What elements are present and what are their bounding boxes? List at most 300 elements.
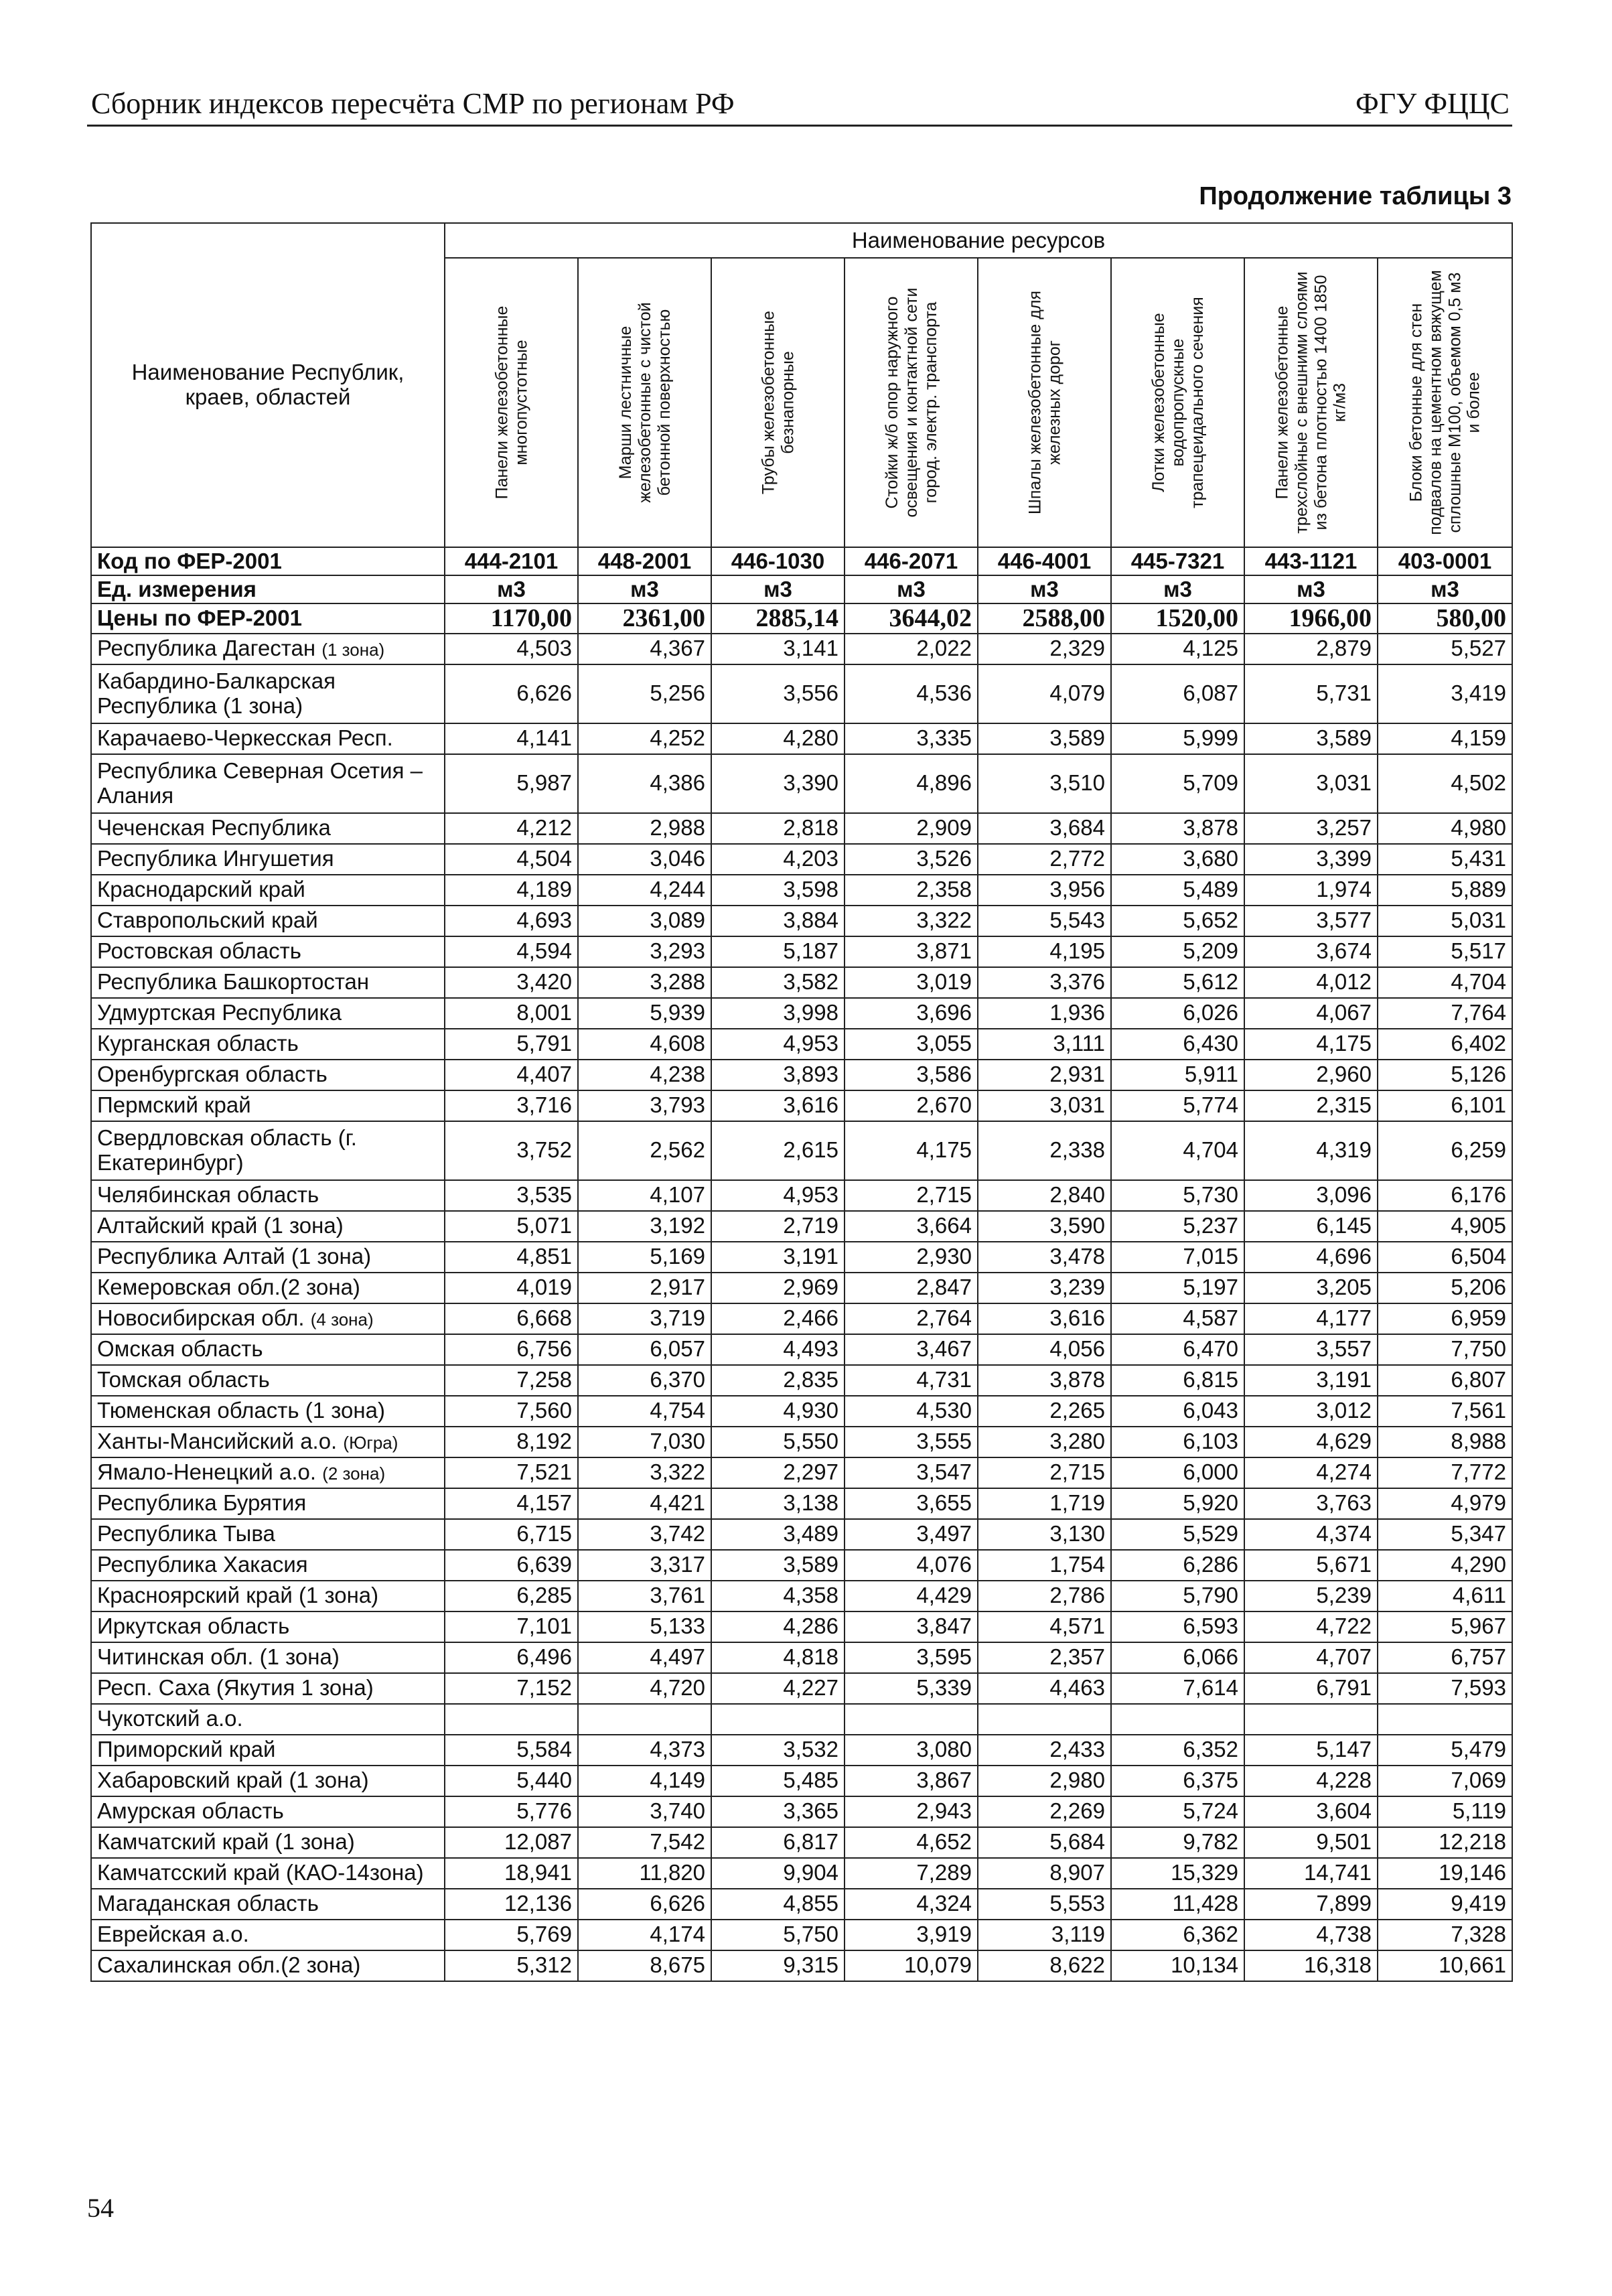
index-value: 3,365 xyxy=(711,1796,845,1827)
region-name: Кемеровская обл.(2 зона) xyxy=(97,1275,360,1300)
index-value: 4,707 xyxy=(1244,1642,1378,1673)
index-value: 3,489 xyxy=(711,1519,845,1550)
table-row xyxy=(91,1735,1512,1766)
index-value: 2,960 xyxy=(1244,1060,1378,1090)
index-value: 4,125 xyxy=(1111,634,1244,664)
index-value: 3,096 xyxy=(1244,1180,1378,1211)
index-value: 3,191 xyxy=(711,1242,845,1273)
index-value: 3,535 xyxy=(445,1180,578,1211)
index-value: 5,920 xyxy=(1111,1488,1244,1519)
table-row xyxy=(91,1827,1512,1858)
index-value: 5,553 xyxy=(978,1889,1111,1920)
region-name-cell xyxy=(91,1920,445,1950)
index-value: 7,614 xyxy=(1111,1673,1244,1704)
region-name-cell xyxy=(91,1827,445,1858)
index-value: 6,375 xyxy=(1111,1766,1244,1796)
index-value: 12,136 xyxy=(445,1889,578,1920)
region-name-cell xyxy=(91,1704,445,1735)
index-value: 4,019 xyxy=(445,1273,578,1303)
index-value: 3,867 xyxy=(845,1766,978,1796)
index-value: 2,943 xyxy=(845,1796,978,1827)
code-row-value: 448-2001 xyxy=(578,547,711,575)
region-name-cell xyxy=(91,967,445,998)
index-value: 2,909 xyxy=(845,813,978,844)
index-value: 4,979 xyxy=(1378,1488,1512,1519)
table-row xyxy=(91,1889,1512,1920)
index-value: 4,280 xyxy=(711,723,845,754)
price-row-value: 1966,00 xyxy=(1244,603,1378,634)
index-value: 8,192 xyxy=(445,1427,578,1457)
index-value: 3,322 xyxy=(845,906,978,936)
region-name: Республика Башкортостан xyxy=(97,969,370,995)
index-value: 3,616 xyxy=(978,1303,1111,1334)
price-row-value: 580,00 xyxy=(1378,603,1512,634)
region-name-cell xyxy=(91,998,445,1029)
index-value: 5,731 xyxy=(1244,664,1378,723)
index-value: 6,362 xyxy=(1111,1920,1244,1950)
price-row-label: Цены по ФЕР-2001 xyxy=(91,603,445,634)
index-value: 2,715 xyxy=(978,1457,1111,1488)
index-value: 4,587 xyxy=(1111,1303,1244,1334)
index-value: 3,878 xyxy=(978,1365,1111,1396)
index-value: 3,595 xyxy=(845,1642,978,1673)
index-value: 2,269 xyxy=(978,1796,1111,1827)
index-value: 3,130 xyxy=(978,1519,1111,1550)
index-value: 3,335 xyxy=(845,723,978,754)
region-name-cell xyxy=(91,1581,445,1611)
index-value: 4,652 xyxy=(845,1827,978,1858)
index-value: 3,696 xyxy=(845,998,978,1029)
index-value: 3,598 xyxy=(711,875,845,906)
index-value: 8,001 xyxy=(445,998,578,1029)
index-value: 3,192 xyxy=(578,1211,711,1242)
column-header-label: Панели железобетонные многопустотные xyxy=(492,305,530,500)
region-name: Курганская область xyxy=(97,1031,299,1056)
index-value: 3,467 xyxy=(845,1334,978,1365)
index-value: 3,680 xyxy=(1111,844,1244,875)
index-value: 4,107 xyxy=(578,1180,711,1211)
index-value: 4,738 xyxy=(1244,1920,1378,1950)
index-value: 2,840 xyxy=(978,1180,1111,1211)
index-value: 5,431 xyxy=(1378,844,1512,875)
region-name: Хабаровский край (1 зона) xyxy=(97,1768,369,1793)
index-value: 3,763 xyxy=(1244,1488,1378,1519)
index-value: 5,517 xyxy=(1378,936,1512,967)
index-value: 5,237 xyxy=(1111,1211,1244,1242)
index-value: 4,373 xyxy=(578,1735,711,1766)
index-value: 3,793 xyxy=(578,1090,711,1121)
index-value: 2,835 xyxy=(711,1365,845,1396)
index-value: 3,719 xyxy=(578,1303,711,1334)
region-name: Ханты-Мансийский а.о. xyxy=(97,1429,338,1454)
index-value: 4,177 xyxy=(1244,1303,1378,1334)
index-value: 3,119 xyxy=(978,1920,1111,1950)
index-value: 3,399 xyxy=(1244,844,1378,875)
table-row xyxy=(91,1920,1512,1950)
index-value: 5,169 xyxy=(578,1242,711,1273)
index-value: 4,252 xyxy=(578,723,711,754)
index-value: 3,556 xyxy=(711,664,845,723)
region-name-cell xyxy=(91,723,445,754)
index-value: 2,265 xyxy=(978,1396,1111,1427)
index-value: 1,936 xyxy=(978,998,1111,1029)
region-name: Оренбургская область xyxy=(97,1062,327,1087)
index-value: 4,818 xyxy=(711,1642,845,1673)
index-value: 4,629 xyxy=(1244,1427,1378,1457)
index-value: 9,419 xyxy=(1378,1889,1512,1920)
region-name: Карачаево-Черкесская Респ. xyxy=(97,725,393,751)
index-value: 4,067 xyxy=(1244,998,1378,1029)
index-value: 3,752 xyxy=(445,1121,578,1180)
index-value: 7,152 xyxy=(445,1673,578,1704)
index-value: 3,239 xyxy=(978,1273,1111,1303)
index-value: 6,430 xyxy=(1111,1029,1244,1060)
index-value: 9,904 xyxy=(711,1858,845,1889)
region-name-cell xyxy=(91,664,445,723)
region-name-cell xyxy=(91,1950,445,1981)
index-value: 3,390 xyxy=(711,754,845,813)
code-row xyxy=(91,547,1512,575)
index-value: 7,593 xyxy=(1378,1673,1512,1704)
index-value: 9,782 xyxy=(1111,1827,1244,1858)
index-value: 4,855 xyxy=(711,1889,845,1920)
index-value: 4,980 xyxy=(1378,813,1512,844)
index-value: 5,730 xyxy=(1111,1180,1244,1211)
index-value: 2,466 xyxy=(711,1303,845,1334)
index-value: 3,577 xyxy=(1244,906,1378,936)
column-header-label: Шпалы железобетонные для железных дорог xyxy=(1025,291,1064,515)
index-value: 2,917 xyxy=(578,1273,711,1303)
index-value: 6,087 xyxy=(1111,664,1244,723)
index-value: 18,941 xyxy=(445,1858,578,1889)
index-value: 5,339 xyxy=(845,1673,978,1704)
region-name-cell xyxy=(91,1427,445,1457)
index-value: 3,590 xyxy=(978,1211,1111,1242)
region-name-cell xyxy=(91,1550,445,1581)
table-row xyxy=(91,1673,1512,1704)
index-value: 8,988 xyxy=(1378,1427,1512,1457)
region-name: Республика Хакасия xyxy=(97,1552,308,1577)
index-value: 4,530 xyxy=(845,1396,978,1427)
index-value: 6,626 xyxy=(445,664,578,723)
table-row xyxy=(91,1029,1512,1060)
table-row xyxy=(91,1611,1512,1642)
index-value: 5,724 xyxy=(1111,1796,1244,1827)
index-value: 7,289 xyxy=(845,1858,978,1889)
price-row-value: 2588,00 xyxy=(978,603,1111,634)
index-value: 5,790 xyxy=(1111,1581,1244,1611)
index-value: 2,329 xyxy=(978,634,1111,664)
index-value: 5,527 xyxy=(1378,634,1512,664)
index-value: 6,259 xyxy=(1378,1121,1512,1180)
index-value: 5,612 xyxy=(1111,967,1244,998)
region-name: Камчатский край (1 зона) xyxy=(97,1829,355,1855)
table-row xyxy=(91,1766,1512,1796)
region-name: Челябинская область xyxy=(97,1182,319,1208)
index-value: 4,238 xyxy=(578,1060,711,1090)
region-name-cell xyxy=(91,1611,445,1642)
index-value: 3,589 xyxy=(711,1550,845,1581)
index-value: 4,228 xyxy=(1244,1766,1378,1796)
index-value: 4,244 xyxy=(578,875,711,906)
index-value: 2,786 xyxy=(978,1581,1111,1611)
index-value: 4,930 xyxy=(711,1396,845,1427)
column-header xyxy=(845,258,978,547)
price-row xyxy=(91,603,1512,634)
table-row xyxy=(91,1121,1512,1180)
index-value: 3,532 xyxy=(711,1735,845,1766)
region-name-cell xyxy=(91,1735,445,1766)
index-value: 6,791 xyxy=(1244,1673,1378,1704)
index-value: 3,589 xyxy=(1244,723,1378,754)
index-value: 3,589 xyxy=(978,723,1111,754)
index-value: 3,111 xyxy=(978,1029,1111,1060)
table-row xyxy=(91,1704,1512,1735)
index-value: 6,807 xyxy=(1378,1365,1512,1396)
region-note: (1 зона) xyxy=(321,640,385,660)
table-row xyxy=(91,1242,1512,1273)
region-name: Чеченская Республика xyxy=(97,815,331,841)
index-value: 7,101 xyxy=(445,1611,578,1642)
index-value: 3,604 xyxy=(1244,1796,1378,1827)
region-name: Сахалинская обл.(2 зона) xyxy=(97,1952,361,1978)
region-name-cell xyxy=(91,1457,445,1488)
index-value: 7,772 xyxy=(1378,1457,1512,1488)
index-value: 3,497 xyxy=(845,1519,978,1550)
column-header xyxy=(1378,258,1512,547)
index-value: 4,571 xyxy=(978,1611,1111,1642)
index-value: 6,715 xyxy=(445,1519,578,1550)
index-value: 10,134 xyxy=(1111,1950,1244,1981)
index-value: 9,501 xyxy=(1244,1827,1378,1858)
index-value: 3,878 xyxy=(1111,813,1244,844)
index-value: 5,652 xyxy=(1111,906,1244,936)
region-name: Магаданская область xyxy=(97,1891,319,1916)
index-value: 3,376 xyxy=(978,967,1111,998)
index-value: 3,740 xyxy=(578,1796,711,1827)
index-value: 2,297 xyxy=(711,1457,845,1488)
code-row-value: 444-2101 xyxy=(445,547,578,575)
index-value: 3,871 xyxy=(845,936,978,967)
region-name-cell xyxy=(91,1673,445,1704)
region-name: Республика Дагестан xyxy=(97,636,316,661)
index-value: 4,896 xyxy=(845,754,978,813)
table-row xyxy=(91,1273,1512,1303)
region-name-cell xyxy=(91,1889,445,1920)
index-value: 7,750 xyxy=(1378,1334,1512,1365)
index-value: 5,197 xyxy=(1111,1273,1244,1303)
region-name-cell xyxy=(91,1303,445,1334)
unit-row-value: м3 xyxy=(978,575,1111,603)
table-row xyxy=(91,1796,1512,1827)
index-value: 2,615 xyxy=(711,1121,845,1180)
index-value: 1,719 xyxy=(978,1488,1111,1519)
region-name-cell xyxy=(91,634,445,664)
index-value: 6,496 xyxy=(445,1642,578,1673)
region-name-cell xyxy=(91,1488,445,1519)
price-row-value: 2885,14 xyxy=(711,603,845,634)
column-header xyxy=(1244,258,1378,547)
table-row xyxy=(91,723,1512,754)
table-row xyxy=(91,1211,1512,1242)
index-value: 2,764 xyxy=(845,1303,978,1334)
index-value: 3,019 xyxy=(845,967,978,998)
unit-row-value: м3 xyxy=(445,575,578,603)
index-value: 19,146 xyxy=(1378,1858,1512,1889)
index-value: 10,079 xyxy=(845,1950,978,1981)
index-value: 5,584 xyxy=(445,1735,578,1766)
index-value: 5,750 xyxy=(711,1920,845,1950)
region-name: Пермский край xyxy=(97,1092,251,1118)
row-header-cell: Наименование Республик, краев, областей xyxy=(91,223,445,547)
index-value: 4,421 xyxy=(578,1488,711,1519)
region-name: Читинская обл. (1 зона) xyxy=(97,1644,340,1670)
index-value: 2,988 xyxy=(578,813,711,844)
region-name-cell xyxy=(91,1334,445,1365)
column-header xyxy=(578,258,711,547)
index-value: 6,370 xyxy=(578,1365,711,1396)
index-value: 3,716 xyxy=(445,1090,578,1121)
index-value: 3,557 xyxy=(1244,1334,1378,1365)
column-header xyxy=(711,258,845,547)
index-value: 3,419 xyxy=(1378,664,1512,723)
index-value: 5,347 xyxy=(1378,1519,1512,1550)
index-value: 7,521 xyxy=(445,1457,578,1488)
region-name-cell xyxy=(91,1858,445,1889)
region-name-cell xyxy=(91,936,445,967)
index-value xyxy=(845,1704,978,1735)
region-name: Республика Тыва xyxy=(97,1521,275,1547)
index-value: 8,675 xyxy=(578,1950,711,1981)
table-row xyxy=(91,875,1512,906)
index-value: 4,611 xyxy=(1378,1581,1512,1611)
index-value xyxy=(578,1704,711,1735)
index-value: 7,542 xyxy=(578,1827,711,1858)
index-value: 3,080 xyxy=(845,1735,978,1766)
index-value: 5,031 xyxy=(1378,906,1512,936)
code-row-value: 446-1030 xyxy=(711,547,845,575)
index-value: 6,402 xyxy=(1378,1029,1512,1060)
index-value: 6,817 xyxy=(711,1827,845,1858)
index-value: 6,959 xyxy=(1378,1303,1512,1334)
index-value: 5,126 xyxy=(1378,1060,1512,1090)
region-name-cell xyxy=(91,1090,445,1121)
table-row xyxy=(91,1396,1512,1427)
table-row xyxy=(91,1334,1512,1365)
index-value: 15,329 xyxy=(1111,1858,1244,1889)
region-name-cell xyxy=(91,1121,445,1180)
index-value: 5,133 xyxy=(578,1611,711,1642)
index-value: 3,919 xyxy=(845,1920,978,1950)
index-value: 4,358 xyxy=(711,1581,845,1611)
region-name: Республика Северная Осетия – Алания xyxy=(97,758,423,808)
region-name-cell xyxy=(91,875,445,906)
table-row xyxy=(91,1519,1512,1550)
index-value xyxy=(711,1704,845,1735)
unit-row-label: Ед. измерения xyxy=(91,575,445,603)
continuation-caption: Продолжение таблицы 3 xyxy=(1199,182,1512,210)
index-value: 4,324 xyxy=(845,1889,978,1920)
region-name-cell xyxy=(91,1029,445,1060)
price-row-value: 3644,02 xyxy=(845,603,978,634)
column-header xyxy=(445,258,578,547)
index-value: 6,815 xyxy=(1111,1365,1244,1396)
index-value: 3,510 xyxy=(978,754,1111,813)
index-value: 6,756 xyxy=(445,1334,578,1365)
index-value: 3,526 xyxy=(845,844,978,875)
index-value: 5,671 xyxy=(1244,1550,1378,1581)
index-value: 5,209 xyxy=(1111,936,1244,967)
index-value: 5,999 xyxy=(1111,723,1244,754)
index-value: 4,608 xyxy=(578,1029,711,1060)
region-name: Омская область xyxy=(97,1336,263,1362)
index-value: 3,616 xyxy=(711,1090,845,1121)
region-name: Республика Бурятия xyxy=(97,1490,307,1516)
index-value: 14,741 xyxy=(1244,1858,1378,1889)
index-value: 3,046 xyxy=(578,844,711,875)
table-row xyxy=(91,1180,1512,1211)
region-name: Красноярский край (1 зона) xyxy=(97,1583,379,1608)
unit-row-value: м3 xyxy=(845,575,978,603)
index-value: 5,911 xyxy=(1111,1060,1244,1090)
index-value: 3,322 xyxy=(578,1457,711,1488)
index-value: 7,560 xyxy=(445,1396,578,1427)
index-value: 8,622 xyxy=(978,1950,1111,1981)
index-value: 2,847 xyxy=(845,1273,978,1303)
index-value: 3,664 xyxy=(845,1211,978,1242)
index-value: 3,031 xyxy=(978,1090,1111,1121)
index-value: 3,547 xyxy=(845,1457,978,1488)
index-value: 5,684 xyxy=(978,1827,1111,1858)
index-value: 3,257 xyxy=(1244,813,1378,844)
region-name: Респ. Саха (Якутия 1 зона) xyxy=(97,1675,374,1701)
resources-header: Наименование ресурсов xyxy=(445,223,1512,258)
index-value: 3,205 xyxy=(1244,1273,1378,1303)
index-value: 3,089 xyxy=(578,906,711,936)
index-value: 5,440 xyxy=(445,1766,578,1796)
region-name: Иркутская область xyxy=(97,1613,290,1639)
index-value: 4,175 xyxy=(1244,1029,1378,1060)
table-row xyxy=(91,634,1512,664)
index-value: 3,582 xyxy=(711,967,845,998)
region-name: Кабардино-Балкарская Республика (1 зона) xyxy=(97,668,336,718)
region-name: Камчатсский край (КАО-14зона) xyxy=(97,1860,424,1885)
region-note: (4 зона) xyxy=(310,1309,374,1330)
index-value: 6,626 xyxy=(578,1889,711,1920)
index-value: 3,317 xyxy=(578,1550,711,1581)
code-row-value: 446-2071 xyxy=(845,547,978,575)
table-row xyxy=(91,967,1512,998)
index-value: 7,069 xyxy=(1378,1766,1512,1796)
index-value: 6,066 xyxy=(1111,1642,1244,1673)
table-row xyxy=(91,998,1512,1029)
unit-row-value: м3 xyxy=(1244,575,1378,603)
index-value: 4,720 xyxy=(578,1673,711,1704)
index-value: 5,791 xyxy=(445,1029,578,1060)
region-name-cell xyxy=(91,1365,445,1396)
index-value: 5,709 xyxy=(1111,754,1244,813)
index-value: 5,769 xyxy=(445,1920,578,1950)
index-value: 2,022 xyxy=(845,634,978,664)
index-value: 6,285 xyxy=(445,1581,578,1611)
index-value: 2,879 xyxy=(1244,634,1378,664)
index-value: 5,256 xyxy=(578,664,711,723)
index-value: 4,157 xyxy=(445,1488,578,1519)
index-value: 4,503 xyxy=(445,634,578,664)
index-value: 4,367 xyxy=(578,634,711,664)
table-row xyxy=(91,1303,1512,1334)
region-name-cell xyxy=(91,1211,445,1242)
